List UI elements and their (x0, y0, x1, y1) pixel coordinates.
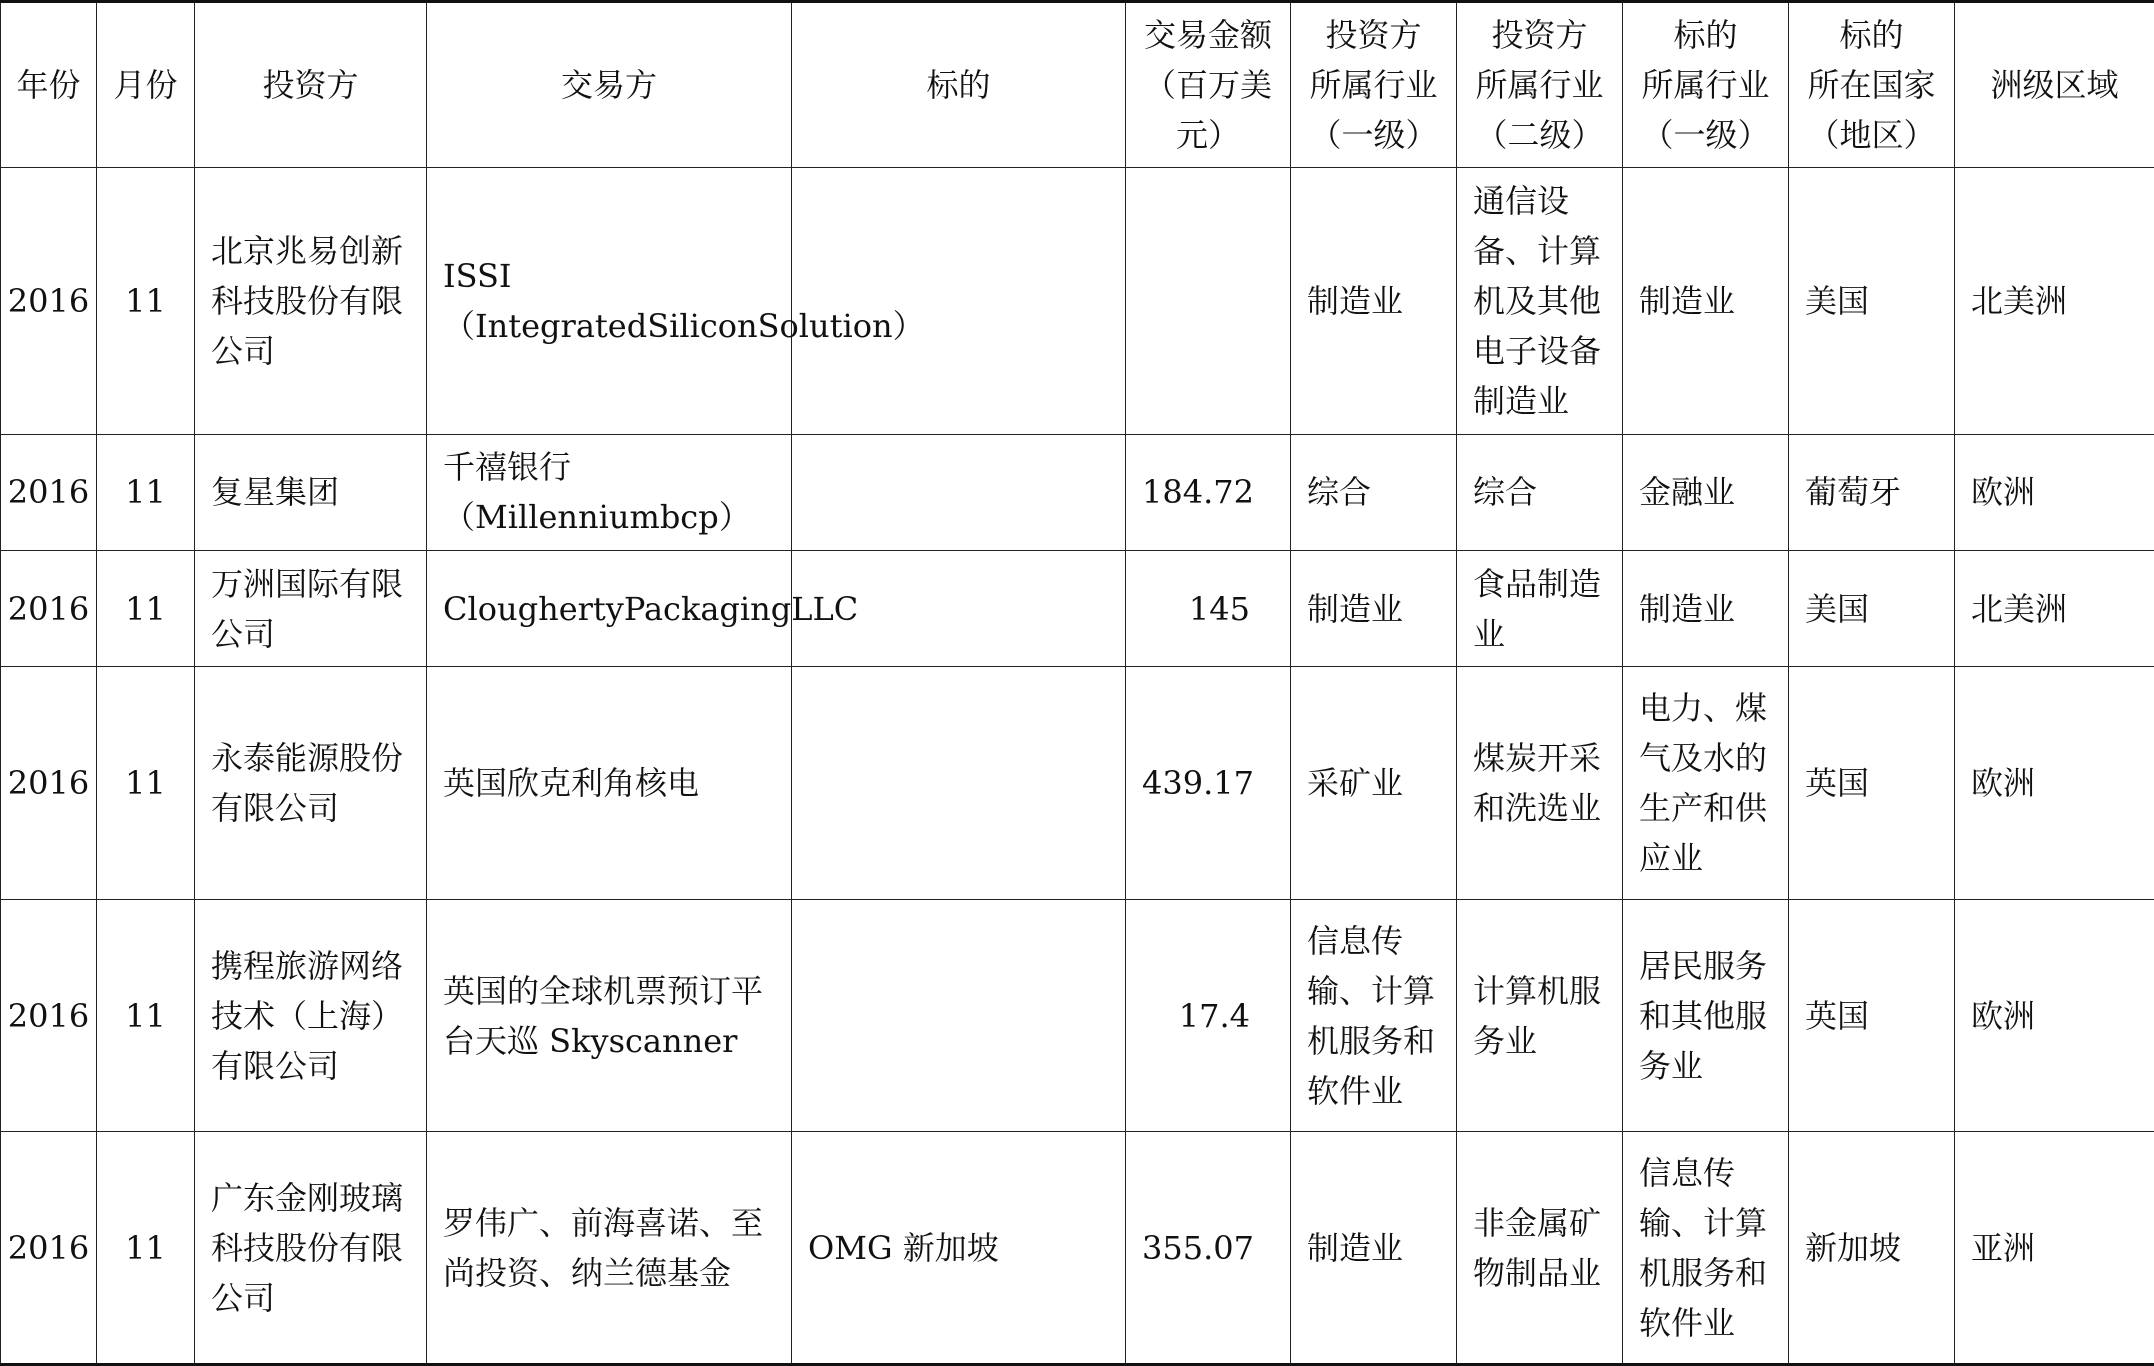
header-investor-industry-2: 投资方 所属行业 （二级） (1457, 2, 1623, 168)
header-region: 洲级区域 (1955, 2, 2154, 168)
cell-year: 2016 (1, 899, 97, 1132)
cell-month: 11 (97, 1132, 195, 1365)
cell-country: 新加坡 (1789, 1132, 1955, 1365)
cell-target-industry-1: 制造业 (1623, 168, 1789, 435)
cell-investor-industry-1: 信息传输、计算机服务和软件业 (1291, 899, 1457, 1132)
cell-investor-industry-1: 制造业 (1291, 1132, 1457, 1365)
cell-year: 2016 (1, 1132, 97, 1365)
cell-target (792, 667, 1126, 900)
table-row (1, 667, 2154, 900)
cell-amount: 439.17 (1126, 667, 1291, 900)
cell-counterparty: 罗伟广、前海喜诺、至尚投资、纳兰德基金 (427, 1132, 792, 1365)
cell-target (792, 168, 1126, 435)
cell-year: 2016 (1, 434, 97, 550)
cell-target (792, 899, 1126, 1132)
cell-investor-industry-2: 计算机服务业 (1457, 899, 1623, 1132)
cell-target-industry-1: 电力、煤气及水的生产和供应业 (1623, 667, 1789, 900)
cell-month: 11 (97, 434, 195, 550)
cell-target-industry-1: 居民服务和其他服务业 (1623, 899, 1789, 1132)
table-row (1, 899, 2154, 1132)
cell-region: 北美洲 (1955, 550, 2154, 666)
cell-country: 英国 (1789, 667, 1955, 900)
cell-investor-industry-1: 采矿业 (1291, 667, 1457, 900)
cell-region: 欧洲 (1955, 667, 2154, 900)
header-month: 月份 (97, 2, 195, 168)
cell-counterparty: 英国的全球机票预订平台天巡 Skyscanner (427, 899, 792, 1132)
cell-amount (1126, 168, 1291, 435)
cell-counterparty: 英国欣克利角核电 (427, 667, 792, 900)
cell-investor: 永泰能源股份有限公司 (195, 667, 427, 900)
cell-investor: 万洲国际有限公司 (195, 550, 427, 666)
cell-year: 2016 (1, 168, 97, 435)
cell-month: 11 (97, 168, 195, 435)
table-row (1, 550, 2154, 666)
header-target-country: 标的 所在国家 （地区） (1789, 2, 1955, 168)
cell-region: 欧洲 (1955, 434, 2154, 550)
cell-target: OMG 新加坡 (792, 1132, 1126, 1365)
cell-investor-industry-1: 制造业 (1291, 550, 1457, 666)
cell-country: 美国 (1789, 550, 1955, 666)
header-year: 年份 (1, 2, 97, 168)
cell-investor-industry-1: 制造业 (1291, 168, 1457, 435)
cell-country: 美国 (1789, 168, 1955, 435)
cell-investor-industry-2: 通信设备、计算机及其他电子设备制造业 (1457, 168, 1623, 435)
cell-investor: 携程旅游网络技术（上海）有限公司 (195, 899, 427, 1132)
cell-target-industry-1: 信息传输、计算机服务和软件业 (1623, 1132, 1789, 1365)
cell-investor: 广东金刚玻璃科技股份有限公司 (195, 1132, 427, 1365)
cell-region: 欧洲 (1955, 899, 2154, 1132)
cell-country: 葡萄牙 (1789, 434, 1955, 550)
cell-country: 英国 (1789, 899, 1955, 1132)
cell-target (792, 434, 1126, 550)
cell-month: 11 (97, 667, 195, 900)
cell-amount: 355.07 (1126, 1132, 1291, 1365)
cell-investor: 复星集团 (195, 434, 427, 550)
cell-counterparty: CloughertyPackagingLLC (427, 550, 792, 666)
cell-investor: 北京兆易创新科技股份有限公司 (195, 168, 427, 435)
cell-month: 11 (97, 899, 195, 1132)
cell-year: 2016 (1, 550, 97, 666)
cell-year: 2016 (1, 667, 97, 900)
cell-investor-industry-1: 综合 (1291, 434, 1457, 550)
cell-amount: 145 (1126, 550, 1291, 666)
table-row (1, 1132, 2154, 1365)
header-investor-industry-1: 投资方 所属行业 （一级） (1291, 2, 1457, 168)
header-counterparty: 交易方 (427, 2, 792, 168)
cell-investor-industry-2: 煤炭开采和洗选业 (1457, 667, 1623, 900)
header-target: 标的 (792, 2, 1126, 168)
header-investor: 投资方 (195, 2, 427, 168)
header-amount: 交易金额 （百万美元） (1126, 2, 1291, 168)
table-row (1, 168, 2154, 435)
cell-counterparty: ISSI（IntegratedSiliconSolution） (427, 168, 792, 435)
cell-investor-industry-2: 非金属矿物制品业 (1457, 1132, 1623, 1365)
header-row (1, 2, 2154, 168)
cell-counterparty: 千禧银行（Millenniumbcp） (427, 434, 792, 550)
cell-investor-industry-2: 食品制造业 (1457, 550, 1623, 666)
cell-region: 北美洲 (1955, 168, 2154, 435)
cell-region: 亚洲 (1955, 1132, 2154, 1365)
cell-amount: 17.4 (1126, 899, 1291, 1132)
cell-target-industry-1: 制造业 (1623, 550, 1789, 666)
cell-target-industry-1: 金融业 (1623, 434, 1789, 550)
cell-investor-industry-2: 综合 (1457, 434, 1623, 550)
cell-month: 11 (97, 550, 195, 666)
table-row (1, 434, 2154, 550)
header-target-industry-1: 标的 所属行业 （一级） (1623, 2, 1789, 168)
cell-amount: 184.72 (1126, 434, 1291, 550)
